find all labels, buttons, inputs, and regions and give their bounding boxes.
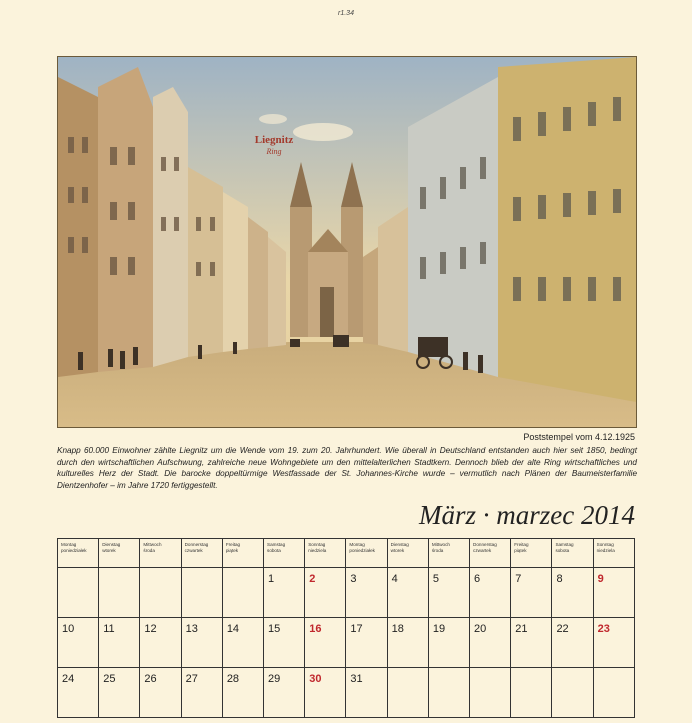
day-cell: 29 [264,668,305,718]
day-cell [99,568,140,618]
day-cell: 20 [470,618,511,668]
weekday-header [346,539,387,568]
weekday-de: Sonntag [308,542,326,547]
week-row [58,618,635,668]
day-cell-sunday: 2 [305,568,346,618]
weekday-de: Donnerstag [184,542,209,547]
day-cell: 15 [264,618,305,668]
weekday-de: Mittwoch [431,542,450,547]
weekday-header [140,539,181,568]
weekday-header [428,539,469,568]
week-row [58,668,635,718]
day-cell: 3 [346,568,387,618]
day-cell: 10 [58,618,99,668]
weekday-header-row [58,539,635,568]
postcard-caption-city: Liegnitz [254,134,294,146]
day-cell: 25 [99,668,140,718]
day-cell [428,668,469,718]
weekday-de: Sonntag [596,542,614,547]
day-cell: 12 [140,618,181,668]
weekday-pl: poniedziałek [61,547,87,553]
weekday-pl: czwartek [184,547,203,553]
day-cell: 11 [99,618,140,668]
day-cell: 24 [58,668,99,718]
day-cell [58,568,99,618]
day-cell: 26 [140,668,181,718]
postcard-caption-place: Ring [266,147,282,156]
day-cell: 18 [387,618,428,668]
day-cell: 21 [511,618,552,668]
day-cell: 4 [387,568,428,618]
postcard-image [57,56,637,428]
month-title: März · marzec 2014 [419,500,635,530]
weekday-header [552,539,593,568]
weekday-pl: niedziela [308,547,327,553]
day-cell: 27 [181,668,222,718]
weekday-pl: sobota [555,547,570,553]
day-cell [222,568,263,618]
weekday-pl: wtorek [390,547,405,553]
postmark-date: Poststempel vom 4.12.1925 [523,432,635,442]
day-cell-sunday: 30 [305,668,346,718]
day-cell: 1 [264,568,305,618]
day-cell: 6 [470,568,511,618]
description-text: Knapp 60.000 Einwohner zählte Liegnitz um die Wende vom 19. zum 20. Jahrhundert. Wie überall in Deutschland entstanden auch hier seit 1850, bedingt durch den wirtschaftlichen Aufschwung, zahlreiche neue Wohngebiete um den mittelalterlichen Stadtkern. Dennoch blieb der alte Ring wirtschaftliches und kulturelles Herz der Stadt. Die barocke doppeltürmige Westfassade der St. Johannes-Kirche wurde – vermutlich nach Plänen der Baumeisterfamilie Dientzenhofer – im Jahre 1720 fertiggestellt. [57,446,637,490]
weekday-header [264,539,305,568]
weekday-header [58,539,99,568]
weekday-pl: piątek [225,547,239,553]
weekday-pl: wtorek [102,547,116,553]
weekday-de: Freitag [514,542,529,547]
day-cell-sunday: 9 [593,568,634,618]
day-cell [181,568,222,618]
weekday-de: Dienstag [390,542,409,547]
weekday-pl: środa [431,547,444,553]
weekday-de: Samstag [267,542,286,547]
day-cell: 17 [346,618,387,668]
weekday-de: Mittwoch [143,542,162,547]
page-folio: r1.34 [338,10,354,17]
weekday-pl: niedziela [596,547,615,553]
day-cell: 13 [181,618,222,668]
weekday-header [99,539,140,568]
calendar-grid [57,538,635,718]
weekday-de: Samstag [555,542,574,547]
day-cell: 31 [346,668,387,718]
day-cell: 8 [552,568,593,618]
week-row [58,568,635,618]
weekday-header [222,539,263,568]
postcard-caption [250,135,298,157]
weekday-header [470,539,511,568]
weekday-pl: poniedziałek [349,547,375,553]
weekday-de: Freitag [225,542,241,547]
weekday-de: Donnerstag [473,542,497,547]
weekday-pl: środa [143,547,155,553]
day-cell: 14 [222,618,263,668]
street-scene-illustration [58,57,636,427]
day-cell [140,568,181,618]
weekday-de: Montag [61,542,77,547]
weekday-pl: czwartek [473,547,492,553]
weekday-header [181,539,222,568]
day-cell-sunday: 16 [305,618,346,668]
day-cell [552,668,593,718]
weekday-header [593,539,634,568]
day-cell [470,668,511,718]
day-cell: 7 [511,568,552,618]
weekday-de: Montag [349,542,365,547]
weekday-pl: sobota [267,547,281,553]
day-cell: 19 [428,618,469,668]
weekday-pl: piątek [514,547,527,553]
weekday-header [387,539,428,568]
day-cell-sunday [593,668,634,718]
day-cell [511,668,552,718]
day-cell: 22 [552,618,593,668]
weekday-de: Dienstag [102,542,121,547]
weekday-header [305,539,346,568]
weekday-header [511,539,552,568]
day-cell: 5 [428,568,469,618]
day-cell-sunday: 23 [593,618,634,668]
day-cell [387,668,428,718]
day-cell: 28 [222,668,263,718]
